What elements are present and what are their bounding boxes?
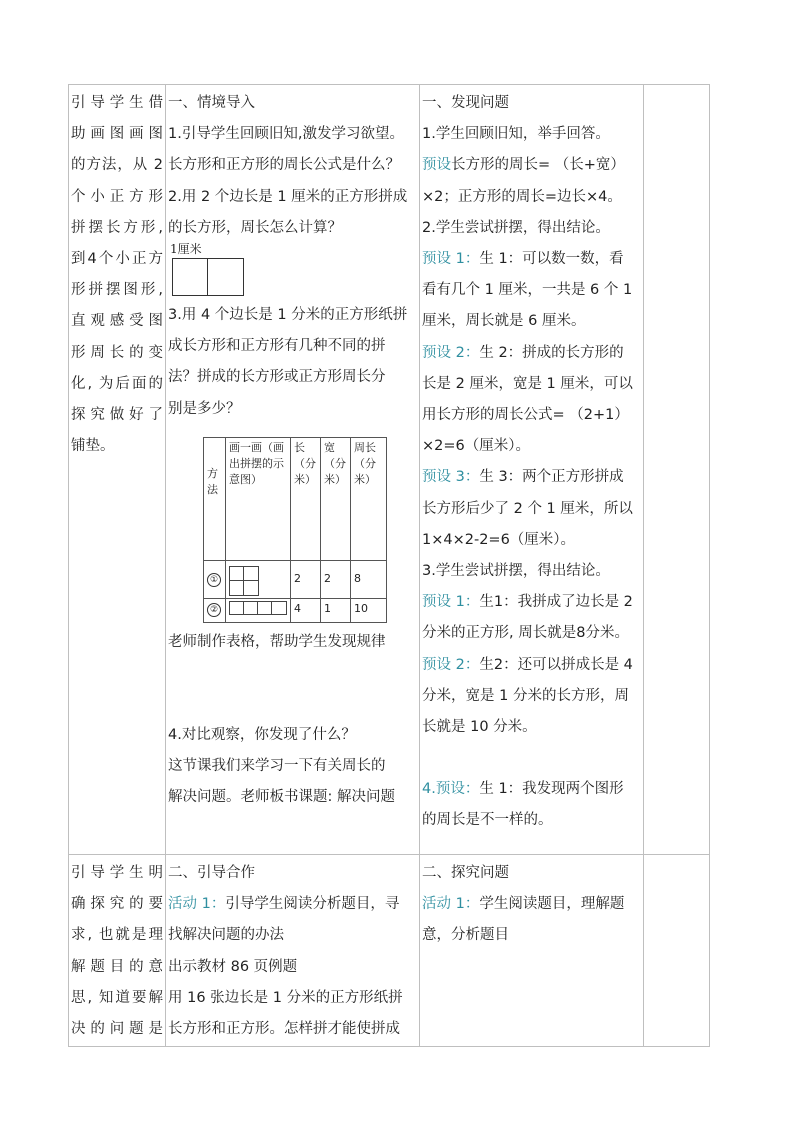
text-line: 2.用 2 个边长是 1 厘米的正方形拼成 <box>168 188 408 205</box>
student-activity-cell <box>420 85 644 855</box>
text-line: 找解决问题的办法 <box>168 927 284 944</box>
notes-cell <box>644 855 710 1047</box>
method-table <box>203 437 387 623</box>
table-row <box>69 855 710 1047</box>
text-line: 长方形后少了 2 个 1 厘米，所以 <box>422 500 633 517</box>
width-value: 2 <box>321 560 351 598</box>
text-line: 解决问题。老师板书课题: 解决问题 <box>168 789 395 806</box>
preset-tag: 预设 2： <box>422 656 480 673</box>
text-line: 2.学生尝试拼摆，得出结论。 <box>422 219 610 236</box>
text-line: 预设 1：生 1：可以数一数，看 <box>422 251 624 268</box>
text-line: 预设 1：生1：我拼成了边长是 2 <box>422 594 633 611</box>
length-value: 2 <box>291 560 321 598</box>
student-activity-cell <box>420 855 644 1047</box>
text-line: 长是 2 厘米，宽是 1 厘米，可以 <box>422 375 633 392</box>
intent-line: 探究做好了 <box>71 407 163 424</box>
text-line: ×2；正方形的周长=边长×4。 <box>422 188 622 205</box>
intent-line: 形周长的变 <box>71 344 163 361</box>
width-value: 1 <box>321 598 351 622</box>
intent-line: 引导学生借 <box>71 95 163 111</box>
text-line: 1.引导学生回顾旧知,激发学习欲望。 <box>168 126 404 143</box>
header-perimeter: 周长（分米） <box>351 437 387 560</box>
diagram-label: 1厘米 <box>170 242 202 257</box>
preset-tag: 预设： <box>435 781 480 798</box>
text-line: 分米的正方形, 周长就是8分米。 <box>422 625 629 642</box>
header-width: 宽（分米） <box>321 437 351 560</box>
text-line: 4.预设：生 1：我发现两个图形 <box>422 781 624 798</box>
intent-line: 化, 为后面的 <box>71 375 163 392</box>
text-line: 4.对比观察，你发现了什么？ <box>168 727 356 744</box>
activity-tag: 活动 1： <box>422 896 480 913</box>
method-number: ② <box>207 603 221 617</box>
length-value: 4 <box>291 598 321 622</box>
text-line: 活动 1：学生阅读题目，理解题 <box>422 896 625 913</box>
header-draw: 画一画（画出拼摆的示意图） <box>226 437 291 560</box>
text-line: 分米，宽是 1 分米的长方形，周 <box>422 687 629 704</box>
text-line: 长方形和正方形的周长公式是什么？ <box>168 157 400 174</box>
intent-line: 到4个小正方 <box>71 251 163 268</box>
section-heading: 一、情境导入 <box>168 95 255 111</box>
sketch-square <box>226 560 291 598</box>
preset-tag: 预设 1： <box>422 594 480 611</box>
design-intent-cell <box>69 85 166 855</box>
text-line: 预设长方形的周长= （长+宽） <box>422 157 625 174</box>
perimeter-value: 8 <box>351 560 387 598</box>
rectangle-shape <box>172 258 244 296</box>
section-heading: 二、引导合作 <box>168 865 255 881</box>
text-line: 看有几个 1 厘米，一共是 6 个 1 <box>422 282 633 299</box>
intent-line: 思, 知道要解 <box>71 989 163 1006</box>
text-line: 的长方形，周长怎么计算？ <box>168 219 342 236</box>
section-heading: 一、发现问题 <box>422 95 509 111</box>
text-line: 用长方形的周长公式= （2+1） <box>422 407 629 424</box>
table-row <box>204 560 387 598</box>
text-line: 老师制作表格，帮助学生发现规律 <box>168 633 386 650</box>
header-method: 方法 <box>204 437 226 560</box>
text-line: 预设 2：生 2：拼成的长方形的 <box>422 344 624 361</box>
text-line: 预设 2：生2：还可以拼成长是 4 <box>422 656 633 673</box>
text-line: 1×4×2-2=6（厘米）。 <box>422 531 576 548</box>
table-header-row <box>204 437 387 560</box>
intent-line: 助画图画图 <box>71 126 163 143</box>
text-line: 长方形和正方形。怎样拼才能使拼成 <box>168 1021 400 1038</box>
perimeter-value: 10 <box>351 598 387 622</box>
design-intent-cell <box>69 855 166 1047</box>
intent-line: 求, 也就是理 <box>71 927 163 944</box>
intent-line: 铺垫。 <box>71 438 115 455</box>
notes-cell <box>644 85 710 855</box>
text-line: 3.用 4 个边长是 1 分米的正方形纸拼 <box>168 307 408 324</box>
text-line: 用 16 张边长是 1 分米的正方形纸拼 <box>168 989 403 1006</box>
text-line: 法？拼成的长方形或正方形周长分 <box>168 369 386 386</box>
text-line: 长就是 10 分米。 <box>422 719 537 736</box>
lesson-plan-table <box>68 84 710 1047</box>
intent-line: 决的问题是 <box>71 1021 163 1038</box>
text-line: 意，分析题目 <box>422 927 509 944</box>
text-line: 预设 3：生 3：两个正方形拼成 <box>422 469 624 486</box>
text-line: ×2=6（厘米）。 <box>422 438 530 455</box>
text-line: 的周长是不一样的。 <box>422 812 553 829</box>
method-number: ① <box>207 573 221 587</box>
intent-line: 拼摆长方形, <box>71 219 163 236</box>
text-line: 别是多少？ <box>168 400 241 417</box>
header-length: 长（分米） <box>291 437 321 560</box>
intent-line: 形拼摆图形, <box>71 282 163 299</box>
sketch-rectangle <box>226 598 291 622</box>
preset-tag: 预设 3： <box>422 469 480 486</box>
text-line: 这节课我们来学习一下有关周长的 <box>168 758 386 775</box>
preset-tag: 预设 <box>422 157 451 174</box>
intent-line: 确探究的要 <box>71 896 163 913</box>
activity-tag: 活动 1： <box>168 896 226 913</box>
intent-line: 引导学生明 <box>71 865 163 881</box>
intent-line: 解题目的意 <box>71 958 163 975</box>
intent-line: 个小正方形 <box>71 188 163 205</box>
table-row <box>204 598 387 622</box>
preset-tag: 预设 1： <box>422 251 480 268</box>
text-line: 厘米，周长就是 6 厘米。 <box>422 313 586 330</box>
text-line: 活动 1：引导学生阅读分析题目，寻 <box>168 896 400 913</box>
text-line: 3.学生尝试拼摆，得出结论。 <box>422 563 610 580</box>
intent-line: 的方法，从 2 <box>71 157 163 174</box>
text-line: 成长方形和正方形有几种不同的拼 <box>168 338 386 355</box>
intent-line: 直观感受图 <box>71 313 163 330</box>
teacher-activity-cell <box>166 85 420 855</box>
table-row <box>69 85 710 855</box>
preset-tag: 预设 2： <box>422 344 480 361</box>
two-squares-diagram <box>168 244 417 300</box>
text-line: 出示教材 86 页例题 <box>168 958 298 975</box>
text-line: 1.学生回顾旧知，举手回答。 <box>422 126 610 143</box>
teacher-activity-cell <box>166 855 420 1047</box>
section-heading: 二、探究问题 <box>422 865 509 881</box>
